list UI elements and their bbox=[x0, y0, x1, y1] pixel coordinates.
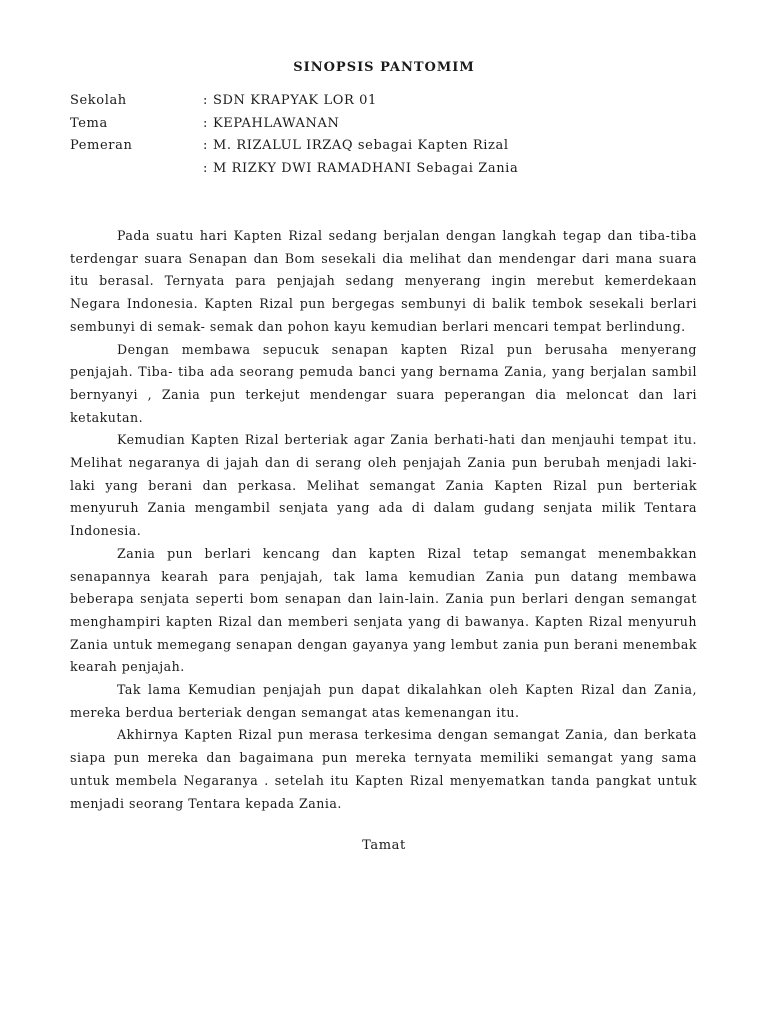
paragraph: Dengan membawa sepucuk senapan kapten Rizal pun berusaha menyerang penjajah. Tiba- tiba ada seorang pemuda banci yang bernama Zania, yang berjalan sambil bernyanyi , Zania pun terkejut mendengar suara peperangan dia meloncat dan lari ketakutan. bbox=[70, 341, 697, 425]
meta-colon: : bbox=[203, 115, 208, 131]
meta-colon: : bbox=[203, 138, 208, 154]
meta-row-pemeran bbox=[70, 135, 700, 158]
meta-label: Sekolah bbox=[70, 93, 127, 108]
meta-value: KEPAHLAWANAN bbox=[213, 115, 340, 131]
paragraph: Akhirnya Kapten Rizal pun merasa terkesima dengan semangat Zania, dan berkata siapa pun mereka dan bagaimana pun mereka ternyata memiliki semangat yang sama untuk membela Negaranya . setelah itu Kapten Rizal menyematkan tanda pangkat untuk menjadi seorang Tentara kepada Zania. bbox=[70, 727, 697, 811]
paragraph: Tak lama Kemudian penjajah pun dapat dikalahkan oleh Kapten Rizal dan Zania, mereka berdua berteriak dengan semangat atas kemenangan itu. bbox=[70, 682, 697, 720]
meta-row-sekolah bbox=[70, 90, 700, 113]
meta-label bbox=[70, 158, 203, 181]
meta-colon: : bbox=[203, 93, 208, 108]
paragraph: Zania pun berlari kencang dan kapten Rizal tetap semangat menembakkan senapannya kearah para penjajah, tak lama kemudian Zania pun datang membawa beberapa senjata seperti bom senapan dan lain-lain. Zania pun berlari dengan semangat menghampiri kapten Rizal dan memberi senjata yang di bawanya. Kapten Rizal menyuruh Zania untuk memegang senapan dengan gayanya yang lembut zania pun berani menembak kearah penjajah. bbox=[70, 545, 697, 675]
paragraph: Pada suatu hari Kapten Rizal sedang berjalan dengan langkah tegap dan tiba-tiba terdengar suara Senapan dan Bom sesekali dia melihat dan mendengar dari mana suara itu berasal. Ternyata para penjajah sedang menyerang ingin merebut kemerdekaan Negara Indonesia. Kapten Rizal pun bergegas sembunyi di balik tembok sesekali berlari sembunyi di semak- semak dan pohon kayu kemudian berlari mencari tempat berlindung. bbox=[70, 228, 697, 334]
meta-value: M RIZKY DWI RAMADHANI Sebagai Zania bbox=[213, 161, 519, 177]
closing-text: Tamat bbox=[362, 838, 406, 853]
meta-label: Pemeran bbox=[70, 138, 133, 154]
meta-value: M. RIZALUL IRZAQ sebagai Kapten Rizal bbox=[213, 138, 509, 154]
meta-value: SDN KRAPYAK LOR 01 bbox=[213, 93, 377, 108]
document-title: SINOPSIS PANTOMIM bbox=[293, 60, 475, 75]
synopsis-body bbox=[70, 225, 697, 815]
meta-row-tema bbox=[70, 113, 700, 136]
paragraph: Kemudian Kapten Rizal berteriak agar Zania berhati-hati dan menjauhi tempat itu. Melihat negaranya di jajah dan di serang oleh penjajah Zania pun berubah menjadi laki-laki yang berani dan perkasa. Melihat semangat Zania Kapten Rizal pun berteriak menyuruh Zania mengambil senjata yang ada di dalam gudang senjata milik Tentara Indonesia. bbox=[70, 432, 697, 539]
metadata-block bbox=[70, 90, 700, 181]
meta-colon: : bbox=[203, 161, 208, 177]
meta-row-pemeran-2 bbox=[70, 158, 700, 181]
meta-label: Tema bbox=[70, 115, 108, 131]
